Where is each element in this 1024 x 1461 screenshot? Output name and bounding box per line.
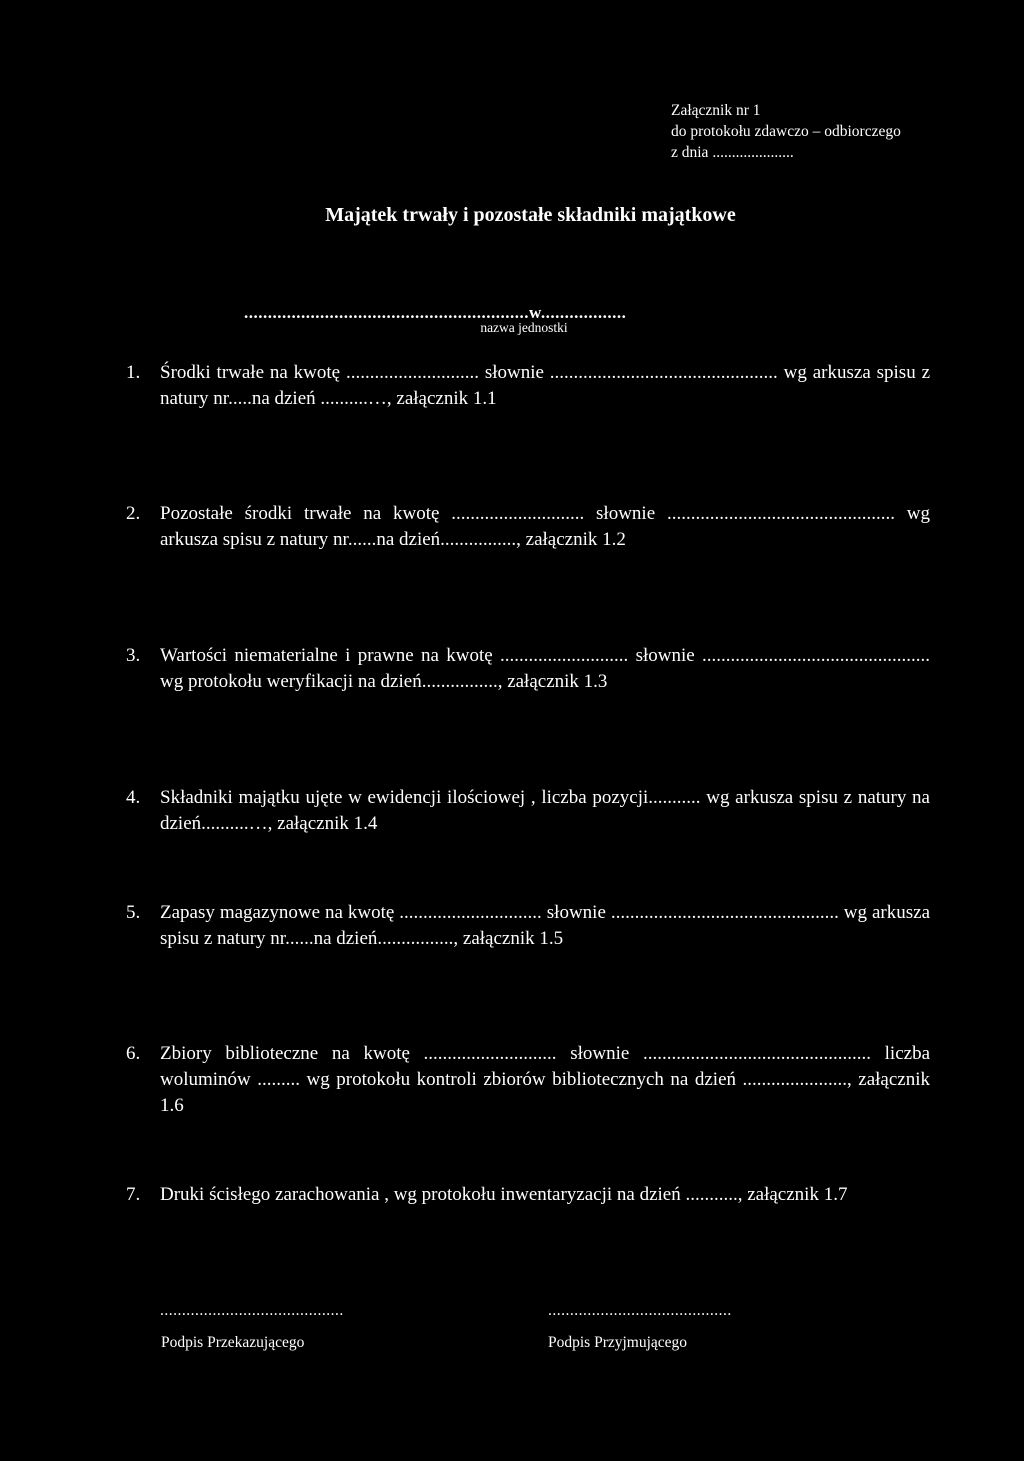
list-item-other-fixed-assets	[126, 501, 930, 553]
item-text: Zbiory biblioteczne na kwotę ............................ słownie ................................................ liczba woluminów ......... wg protokołu kontroli zbiorów bibliotecznych na dzień ......................, załącznik 1.6	[160, 1043, 930, 1116]
list-item-strict-accounting-forms	[126, 1182, 930, 1208]
handover-signature-label: Podpis Przekazującego	[161, 1334, 305, 1351]
item-number: 3.	[126, 645, 141, 666]
item-text: Zapasy magazynowe na kwotę .............................. słownie ................................................ wg arkusza spisu z natury nr......na dzień................, załącznik 1.5	[160, 902, 930, 949]
item-text: Wartości niematerialne i prawne na kwotę ........................... słownie ................................................ wg protokołu weryfikacji na dzień................, załącznik 1.3	[160, 645, 930, 692]
item-number: 6.	[126, 1043, 141, 1064]
unit-name-caption: nazwa jednostki	[480, 320, 568, 335]
item-text: Składniki majątku ujęte w ewidencji ilościowej , liczba pozycji........... wg arkusza spisu z natury na dzień..........…, załącznik 1.4	[160, 787, 930, 834]
list-item-fixed-assets	[126, 360, 930, 412]
unit-name-field: ............................................................w..................	[244, 303, 627, 322]
item-text: Druki ścisłego zarachowania , wg protokołu inwentaryzacji na dzień ..........., załącznik 1.7	[160, 1184, 848, 1205]
document-title: Majątek trwały i pozostałe składniki majątkowe	[325, 204, 736, 226]
list-item-intangible-assets	[126, 643, 930, 695]
attachment-protocol: do protokołu zdawczo – odbiorczego	[671, 123, 901, 140]
attachment-date: z dnia .....................	[671, 144, 794, 161]
item-text: Środki trwałe na kwotę ............................ słownie ................................................ wg arkusza spisu z natury nr.....na dzień ..........…, załącznik 1.1	[160, 362, 930, 409]
attachment-number: Załącznik nr 1	[671, 102, 761, 119]
receiver-signature-label: Podpis Przyjmującego	[548, 1334, 688, 1351]
item-text: Pozostałe środki trwałe na kwotę ............................ słownie ................................................ wg arkusza spisu z natury nr......na dzień................, załącznik 1.2	[160, 503, 930, 550]
list-item-quantity-records	[126, 785, 930, 837]
receiver-signature-line: ..........................................	[548, 1302, 732, 1319]
item-number: 2.	[126, 503, 141, 524]
item-number: 1.	[126, 362, 141, 383]
attachment-note	[671, 100, 901, 163]
item-number: 7.	[126, 1184, 141, 1205]
item-number: 4.	[126, 787, 141, 808]
list-item-library-collections	[126, 1041, 930, 1119]
handover-signature-line: ..........................................	[160, 1302, 344, 1319]
item-number: 5.	[126, 902, 141, 923]
list-item-warehouse-stock	[126, 900, 930, 952]
